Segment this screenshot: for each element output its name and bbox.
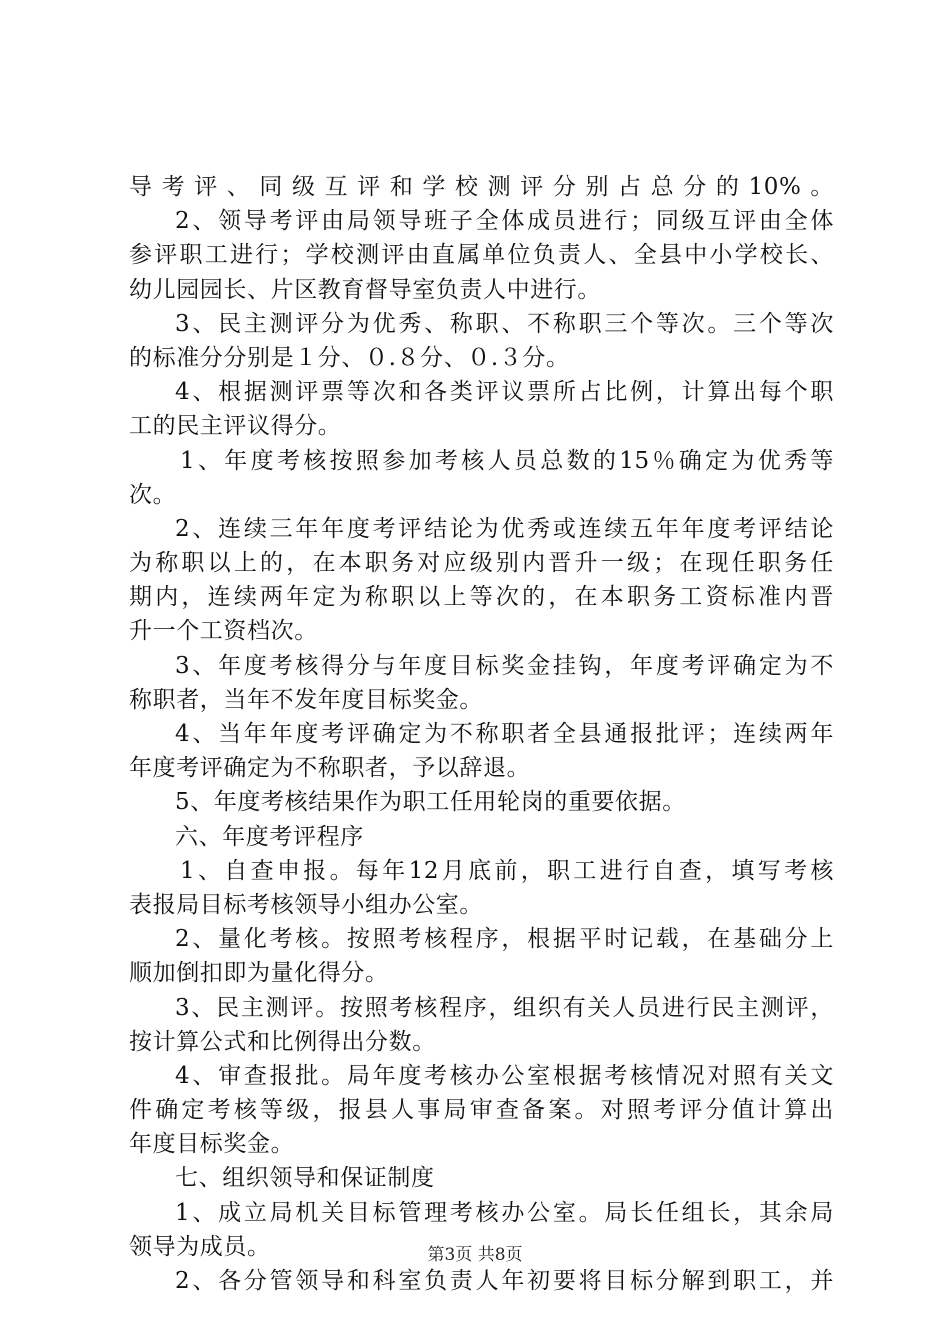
text-line: 2、领导考评由局领导班子全体成员进行；同级互评由全体 — [175, 208, 834, 235]
text-line: 参评职工进行；学校测评由直属单位负责人、全县中小学校长、 — [129, 242, 834, 269]
text-line: 2、连续三年年度考评结论为优秀或连续五年年度考评结论 — [175, 515, 834, 542]
text-line: 表报局目标考核领导小组办公室。 — [129, 891, 483, 918]
text-line: 年度目标奖金。 — [129, 1131, 295, 1158]
text-line: 2、量化考核。按照考核程序，根据平时记载，在基础分上 — [175, 926, 834, 953]
text-line: 2、各分管领导和科室负责人年初要将目标分解到职工，并 — [175, 1268, 834, 1294]
text-line: 工的民主评议得分。 — [129, 413, 342, 440]
text-line: 幼儿园园长、片区教育督导室负责人中进行。 — [129, 276, 601, 303]
text-line: 顺加倒扣即为量化得分。 — [129, 960, 389, 987]
text-line: 导考评、同级互评和学校测评分别占总分的10%。 — [129, 174, 834, 200]
text-line: 年度考评确定为不称职者，予以辞退。 — [129, 755, 531, 782]
document-body — [129, 170, 834, 1298]
text-line: 4、审查报批。局年度考核办公室根据考核情况对照有关文 — [175, 1062, 834, 1089]
text-line: 件确定考核等级，报县人事局审查备案。对照考评分值计算出 — [129, 1097, 834, 1124]
text-line: 期内，连续两年定为称职以上等次的，在本职务工资标准内晋 — [129, 584, 834, 611]
text-line: 按计算公式和比例得出分数。 — [129, 1028, 436, 1055]
text-line: 领导为成员。 — [129, 1233, 271, 1260]
text-line: 4、根据测评票等次和各类评议票所占比例，计算出每个职 — [175, 379, 834, 406]
section-heading: 六、年度考评程序 — [175, 823, 364, 850]
text-line: 1、成立局机关目标管理考核办公室。局长任组长，其余局 — [175, 1199, 834, 1226]
text-line: 为称职以上的，在本职务对应级别内晋升一级；在现任职务任 — [129, 550, 834, 577]
text-line: 3、民主测评。按照考核程序，组织有关人员进行民主测评， — [175, 994, 834, 1021]
text-line: 称职者，当年不发年度目标奖金。 — [129, 686, 483, 713]
text-line: 升一个工资档次。 — [129, 618, 318, 645]
page-number-footer: 第3页 共8页 — [427, 1245, 523, 1265]
text-line: 3、民主测评分为优秀、称职、不称职三个等次。三个等次 — [175, 310, 834, 337]
text-line: 的标准分分别是１分、０.８分、０.３分。 — [129, 344, 570, 371]
text-line: 1、自查申报。每年12月底前，职工进行自查，填写考核 — [180, 857, 834, 884]
text-line: 5、年度考核结果作为职工任用轮岗的重要依据。 — [175, 789, 686, 816]
section-heading: 七、组织领导和保证制度 — [175, 1165, 435, 1192]
text-line: 4、当年年度考评确定为不称职者全县通报批评；连续两年 — [175, 721, 834, 747]
text-line: 次。 — [129, 481, 177, 508]
text-line: 3、年度考核得分与年度目标奖金挂钩，年度考评确定为不 — [175, 652, 834, 679]
text-line: 1、年度考核按照参加考核人员总数的15％确定为优秀等 — [180, 447, 834, 474]
